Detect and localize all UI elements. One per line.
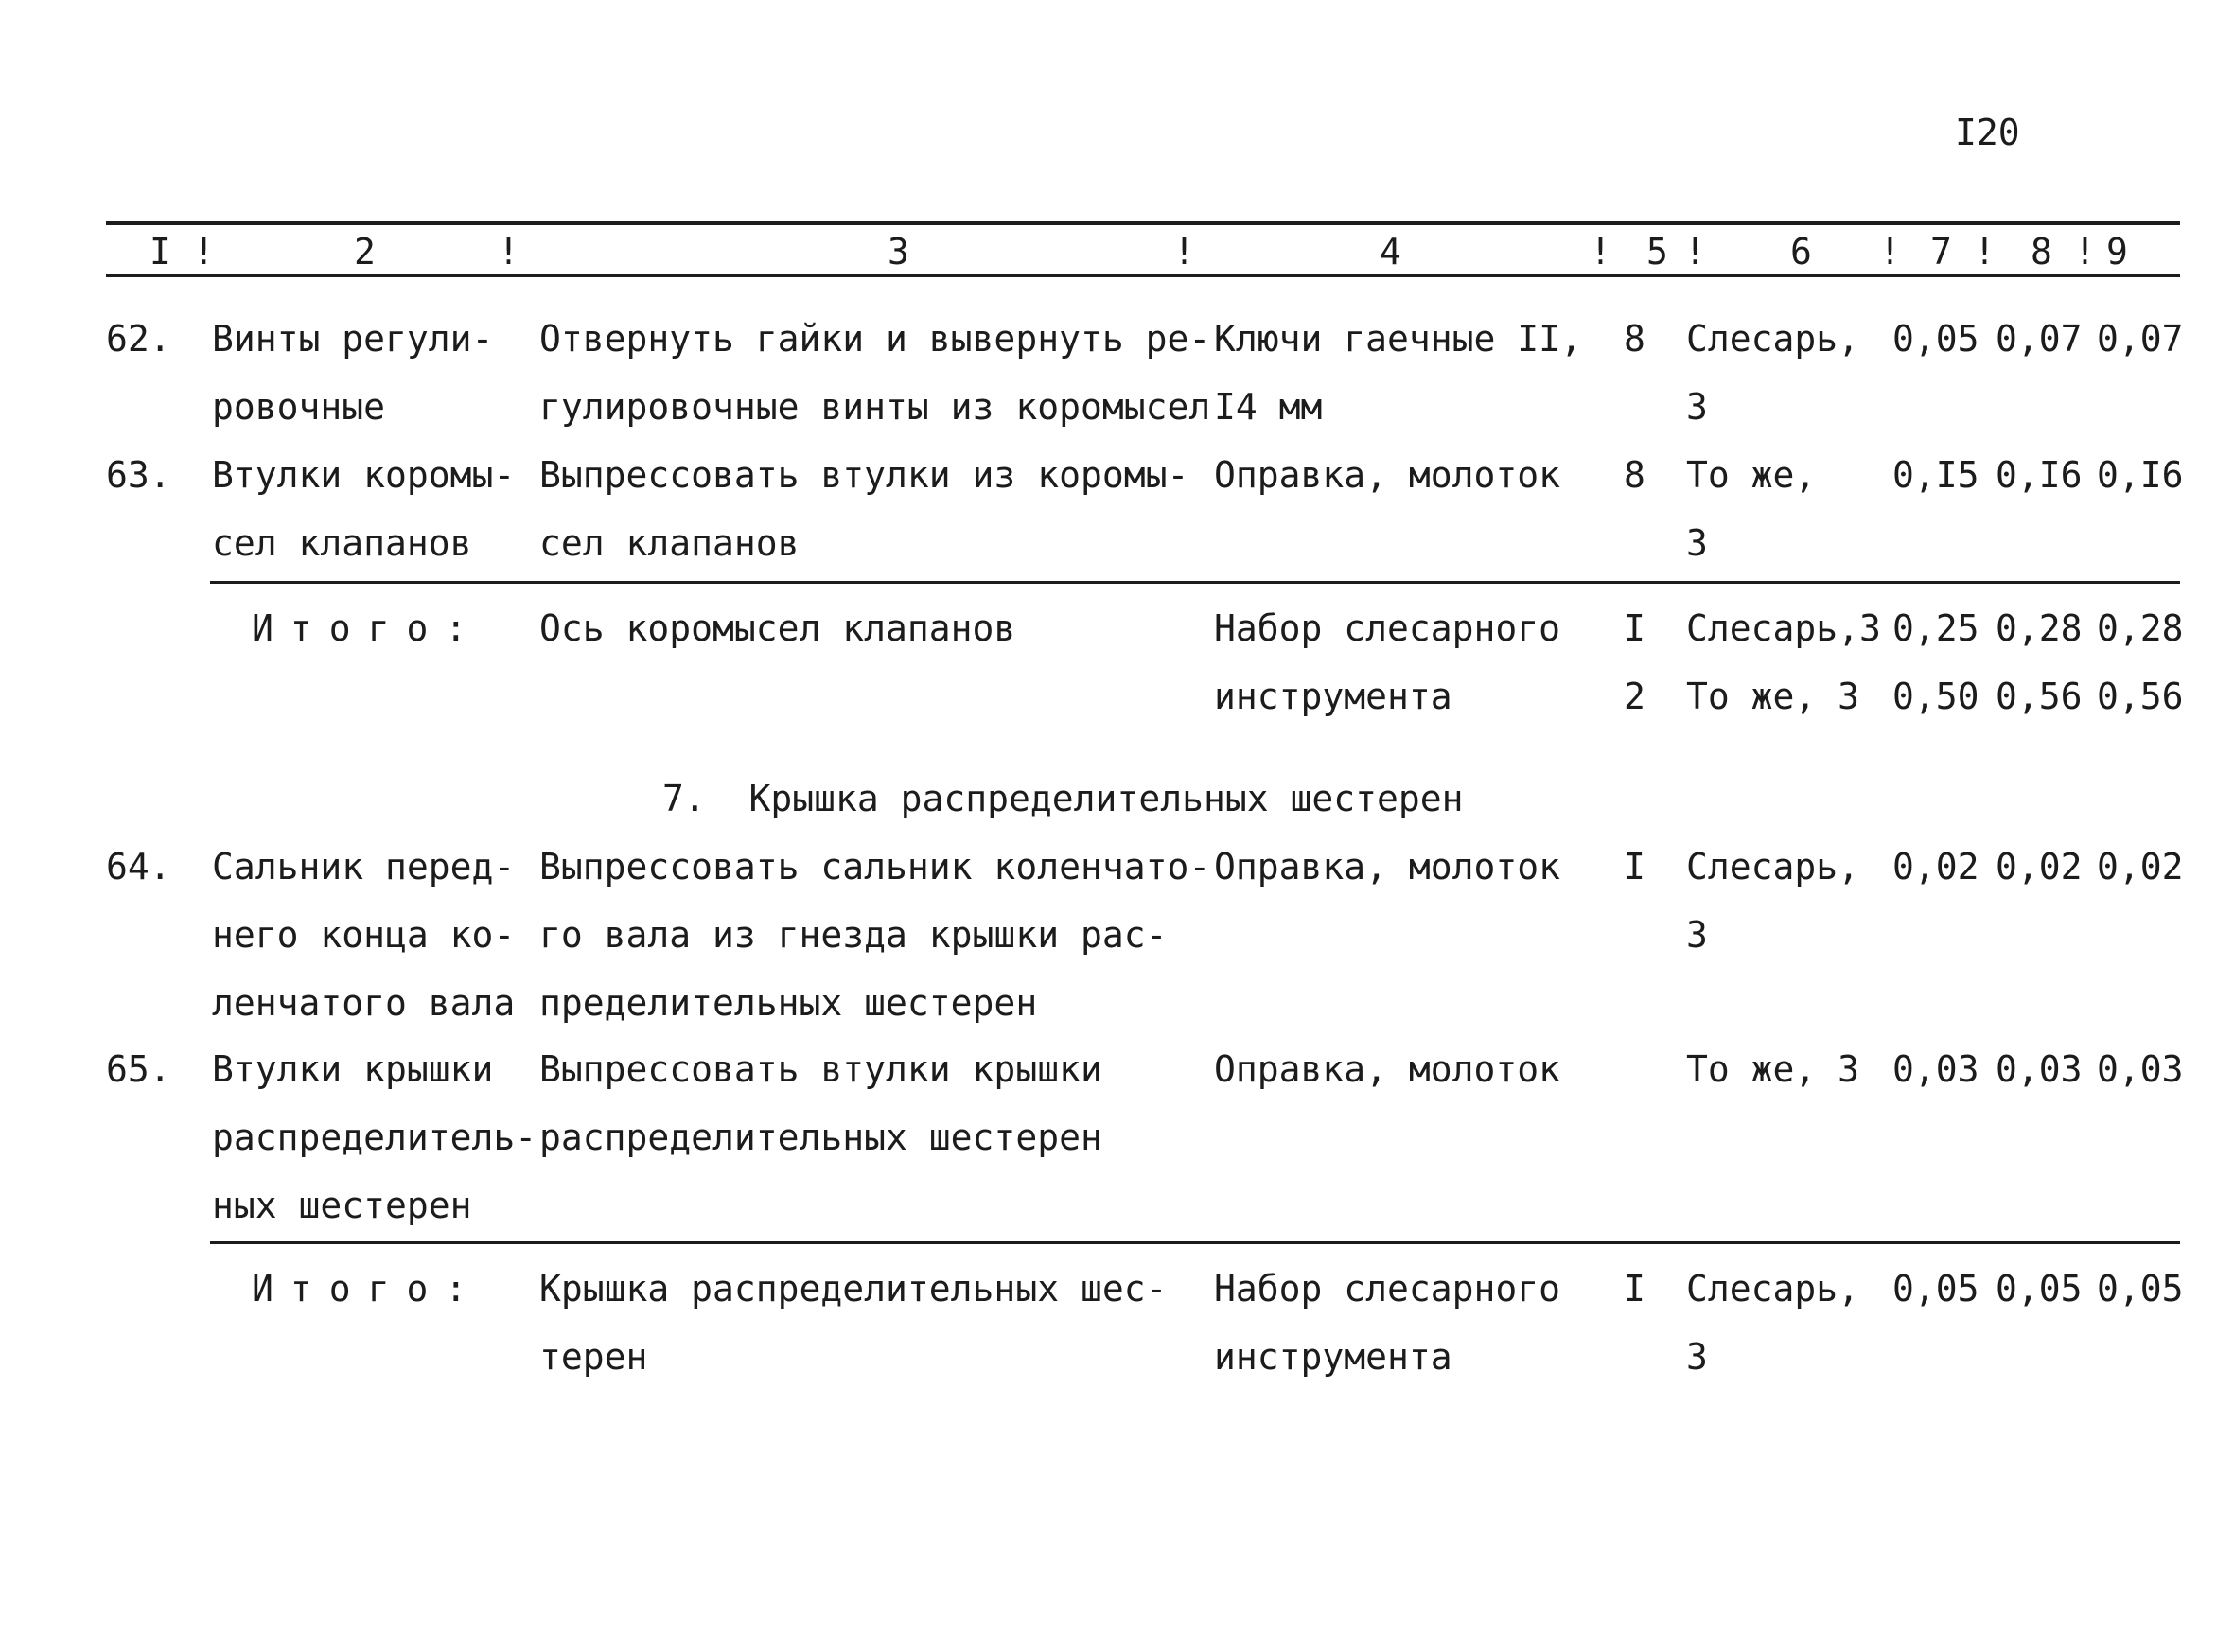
operation-text: Выпрессовать втулки из коромы- xyxy=(539,454,1189,496)
operation-text: сел клапанов xyxy=(539,522,800,564)
value-col-7: 0,25 xyxy=(1892,607,1979,649)
count-value: I xyxy=(1624,607,1645,649)
row-number: 62. xyxy=(106,318,171,360)
operation-text: Выпрессовать втулки крышки xyxy=(539,1048,1102,1090)
header-col-9: 9 xyxy=(2106,231,2128,272)
value-col-8: 0,03 xyxy=(1996,1048,2083,1090)
value-col-8: 0,I6 xyxy=(1996,454,2083,496)
worker-text: 3 xyxy=(1686,914,1708,956)
worker-text: То же, xyxy=(1686,454,1817,496)
part-name: него конца ко- xyxy=(212,914,516,956)
tool-text: I4 мм xyxy=(1214,386,1323,428)
tool-text: Набор слесарного xyxy=(1214,607,1561,649)
header-sep: ! xyxy=(1173,231,1195,272)
header-sep: ! xyxy=(498,231,519,272)
header-col-7: 7 xyxy=(1930,231,1952,272)
subtotal-rule xyxy=(210,1241,2180,1244)
page-number: I20 xyxy=(1955,112,2020,153)
row-number: 65. xyxy=(106,1048,171,1090)
worker-text: То же, 3 xyxy=(1686,676,1860,717)
operation-text: го вала из гнезда крышки рас- xyxy=(539,914,1168,956)
worker-text: 3 xyxy=(1686,386,1708,428)
part-name: ровочные xyxy=(212,386,386,428)
operation-text: пределительных шестерен xyxy=(539,982,1038,1024)
header-col-6: 6 xyxy=(1790,231,1812,272)
count-value: 8 xyxy=(1624,454,1645,496)
section-heading: 7. Крышка распределительных шестерен xyxy=(662,778,1464,819)
operation-text: Отвернуть гайки и вывернуть ре- xyxy=(539,318,1211,360)
row-number: 64. xyxy=(106,846,171,888)
header-col-3: 3 xyxy=(888,231,909,272)
total-label: Итого: xyxy=(252,607,484,649)
header-bottom-rule xyxy=(106,274,2180,277)
worker-text: Слесарь, xyxy=(1686,846,1860,888)
worker-text: 3 xyxy=(1686,1336,1708,1378)
part-name: Втулки крышки xyxy=(212,1048,494,1090)
worker-text: Слесарь, xyxy=(1686,318,1860,360)
value-col-8: 0,05 xyxy=(1996,1268,2083,1309)
value-col-9: 0,07 xyxy=(2097,318,2184,360)
part-name: распределитель- xyxy=(212,1116,537,1158)
row-number: 63. xyxy=(106,454,171,496)
total-assembly: терен xyxy=(539,1336,648,1378)
value-col-7: 0,I5 xyxy=(1892,454,1979,496)
part-name: сел клапанов xyxy=(212,522,472,564)
tool-text: инструмента xyxy=(1214,1336,1452,1378)
part-name: Сальник перед- xyxy=(212,846,516,888)
header-col-4: 4 xyxy=(1380,231,1401,272)
header-sep: ! xyxy=(193,231,215,272)
value-col-7: 0,50 xyxy=(1892,676,1979,717)
worker-text: Слесарь,3 xyxy=(1686,607,1881,649)
header-sep: ! xyxy=(2074,231,2096,272)
total-label: Итого: xyxy=(252,1268,484,1309)
worker-text: То же, 3 xyxy=(1686,1048,1860,1090)
count-value: 2 xyxy=(1624,676,1645,717)
tool-text: инструмента xyxy=(1214,676,1452,717)
header-col-5: 5 xyxy=(1646,231,1668,272)
operation-text: гулировочные винты из коромысел xyxy=(539,386,1211,428)
value-col-9: 0,02 xyxy=(2097,846,2184,888)
count-value: I xyxy=(1624,846,1645,888)
value-col-9: 0,28 xyxy=(2097,607,2184,649)
value-col-7: 0,02 xyxy=(1892,846,1979,888)
operation-text: Выпрессовать сальник коленчато- xyxy=(539,846,1211,888)
subtotal-rule xyxy=(210,581,2180,584)
header-top-rule xyxy=(106,221,2180,225)
tool-text: Оправка, молоток xyxy=(1214,454,1561,496)
tool-text: Оправка, молоток xyxy=(1214,1048,1561,1090)
value-col-9: 0,05 xyxy=(2097,1268,2184,1309)
header-sep: ! xyxy=(1974,231,1996,272)
worker-text: 3 xyxy=(1686,522,1708,564)
header-col-8: 8 xyxy=(2031,231,2052,272)
tool-text: Ключи гаечные II, xyxy=(1214,318,1582,360)
value-col-7: 0,05 xyxy=(1892,1268,1979,1309)
tool-text: Набор слесарного xyxy=(1214,1268,1561,1309)
value-col-9: 0,56 xyxy=(2097,676,2184,717)
header-col-1: I xyxy=(150,231,171,272)
count-value: 8 xyxy=(1624,318,1645,360)
part-name: ных шестерен xyxy=(212,1185,472,1226)
header-sep: ! xyxy=(1879,231,1901,272)
header-sep: ! xyxy=(1684,231,1706,272)
value-col-8: 0,07 xyxy=(1996,318,2083,360)
value-col-9: 0,03 xyxy=(2097,1048,2184,1090)
part-name: Винты регули- xyxy=(212,318,494,360)
total-assembly: Ось коромысел клапанов xyxy=(539,607,1016,649)
value-col-7: 0,03 xyxy=(1892,1048,1979,1090)
value-col-9: 0,I6 xyxy=(2097,454,2184,496)
part-name: Втулки коромы- xyxy=(212,454,516,496)
operation-text: распределительных шестерен xyxy=(539,1116,1102,1158)
value-col-8: 0,56 xyxy=(1996,676,2083,717)
value-col-7: 0,05 xyxy=(1892,318,1979,360)
count-value: I xyxy=(1624,1268,1645,1309)
value-col-8: 0,28 xyxy=(1996,607,2083,649)
total-assembly: Крышка распределительных шес- xyxy=(539,1268,1168,1309)
tool-text: Оправка, молоток xyxy=(1214,846,1561,888)
worker-text: Слесарь, xyxy=(1686,1268,1860,1309)
value-col-8: 0,02 xyxy=(1996,846,2083,888)
part-name: ленчатого вала xyxy=(212,982,516,1024)
header-col-2: 2 xyxy=(354,231,376,272)
header-sep: ! xyxy=(1590,231,1611,272)
